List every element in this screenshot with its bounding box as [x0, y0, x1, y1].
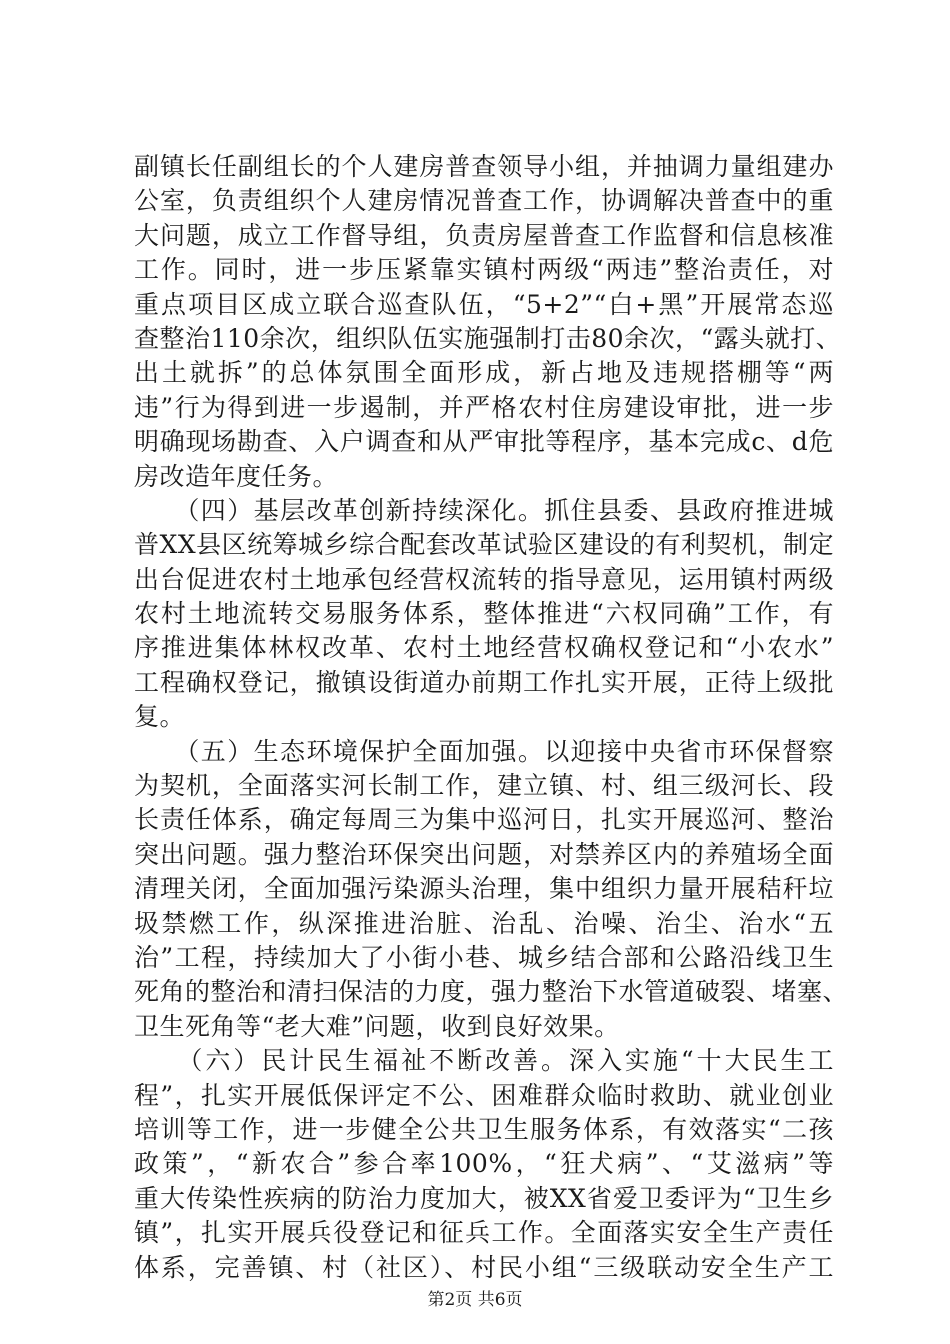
page-footer: 第2页 共6页 [427, 1290, 523, 1310]
text-line: 政策”，“新农合”参合率100%，“狂犬病”、“艾滋病”等 [134, 1149, 834, 1179]
text-line: 体系，完善镇、村（社区）、村民小组“三级联动安全生产工 [134, 1252, 834, 1282]
text-line: 出土就拆”的总体氛围全面形成，新占地及违规搭棚等“两 [134, 358, 834, 388]
text-line: 工程确权登记，撤镇设街道办前期工作扎实开展，正待上级批 [134, 667, 834, 697]
text-line: 治”工程，持续加大了小街小巷、城乡结合部和公路沿线卫生 [134, 942, 834, 972]
text-line: 圾禁燃工作，纵深推进治脏、治乱、治噪、治尘、治水“五 [134, 908, 834, 938]
text-line: 卫生死角等“老大难”问题，收到良好效果。 [134, 1011, 620, 1041]
text-line: 重点项目区成立联合巡查队伍，“5+2”“白+黑”开展常态巡 [134, 289, 834, 319]
text-line: 重大传染性疾病的防治力度加大，被XX省爱卫委评为“卫生乡 [134, 1183, 834, 1213]
text-line: 房改造年度任务。 [134, 461, 339, 491]
text-line: 清理关闭，全面加强污染源头治理，集中组织力量开展秸秆垃 [134, 874, 834, 904]
text-line: 大问题，成立工作督导组，负责房屋普查工作监督和信息核准 [134, 220, 834, 250]
text-line: 副镇长任副组长的个人建房普查领导小组，并抽调力量组建办 [134, 152, 834, 181]
text-line: 镇”，扎实开展兵役登记和征兵工作。全面落实安全生产责任 [134, 1218, 834, 1248]
document-body [134, 150, 849, 1285]
text-line: 公室，负责组织个人建房情况普查工作，协调解决普查中的重 [134, 186, 834, 216]
text-line: 程”，扎实开展低保评定不公、困难群众临时救助、就业创业 [134, 1080, 834, 1110]
text-line: 出台促进农村土地承包经营权流转的指导意见，运用镇村两级 [134, 564, 834, 594]
text-line: 复。 [134, 702, 186, 732]
text-line: 突出问题。强力整治环保突出问题，对禁养区内的养殖场全面 [134, 839, 834, 869]
text-line: 序推进集体林权改革、农村土地经营权确权登记和“小农水” [134, 633, 834, 663]
text-line: 长责任体系，确定每周三为集中巡河日，扎实开展巡河、整治 [134, 805, 834, 835]
text-line: 死角的整治和清扫保洁的力度，强力整治下水管道破裂、堵塞、 [134, 977, 849, 1007]
text-line: 查整治110余次，组织队伍实施强制打击80余次，“露头就打、 [134, 323, 842, 353]
text-line: 违”行为得到进一步遏制，并严格农村住房建设审批，进一步 [134, 392, 834, 422]
text-line: （六）民计民生福祉不断改善。深入实施“十大民生工 [134, 1046, 834, 1076]
text-line: 工作。同时，进一步压紧靠实镇村两级“两违”整治责任，对 [134, 255, 834, 285]
text-line: 培训等工作，进一步健全公共卫生服务体系，有效落实“二孩 [134, 1114, 834, 1144]
text-line: 为契机，全面落实河长制工作，建立镇、村、组三级河长、段 [134, 771, 834, 801]
text-line: 普XX县区统筹城乡综合配套改革试验区建设的有利契机，制定 [134, 530, 834, 560]
text-line: 明确现场勘查、入户调查和从严审批等程序，基本完成c、d危 [134, 427, 834, 457]
text-line: （四）基层改革创新持续深化。抓住县委、县政府推进城 [134, 495, 834, 525]
text-line: （五）生态环境保护全面加强。以迎接中央省市环保督察 [134, 736, 834, 766]
text-line: 农村土地流转交易服务体系，整体推进“六权同确”工作，有 [134, 599, 834, 629]
